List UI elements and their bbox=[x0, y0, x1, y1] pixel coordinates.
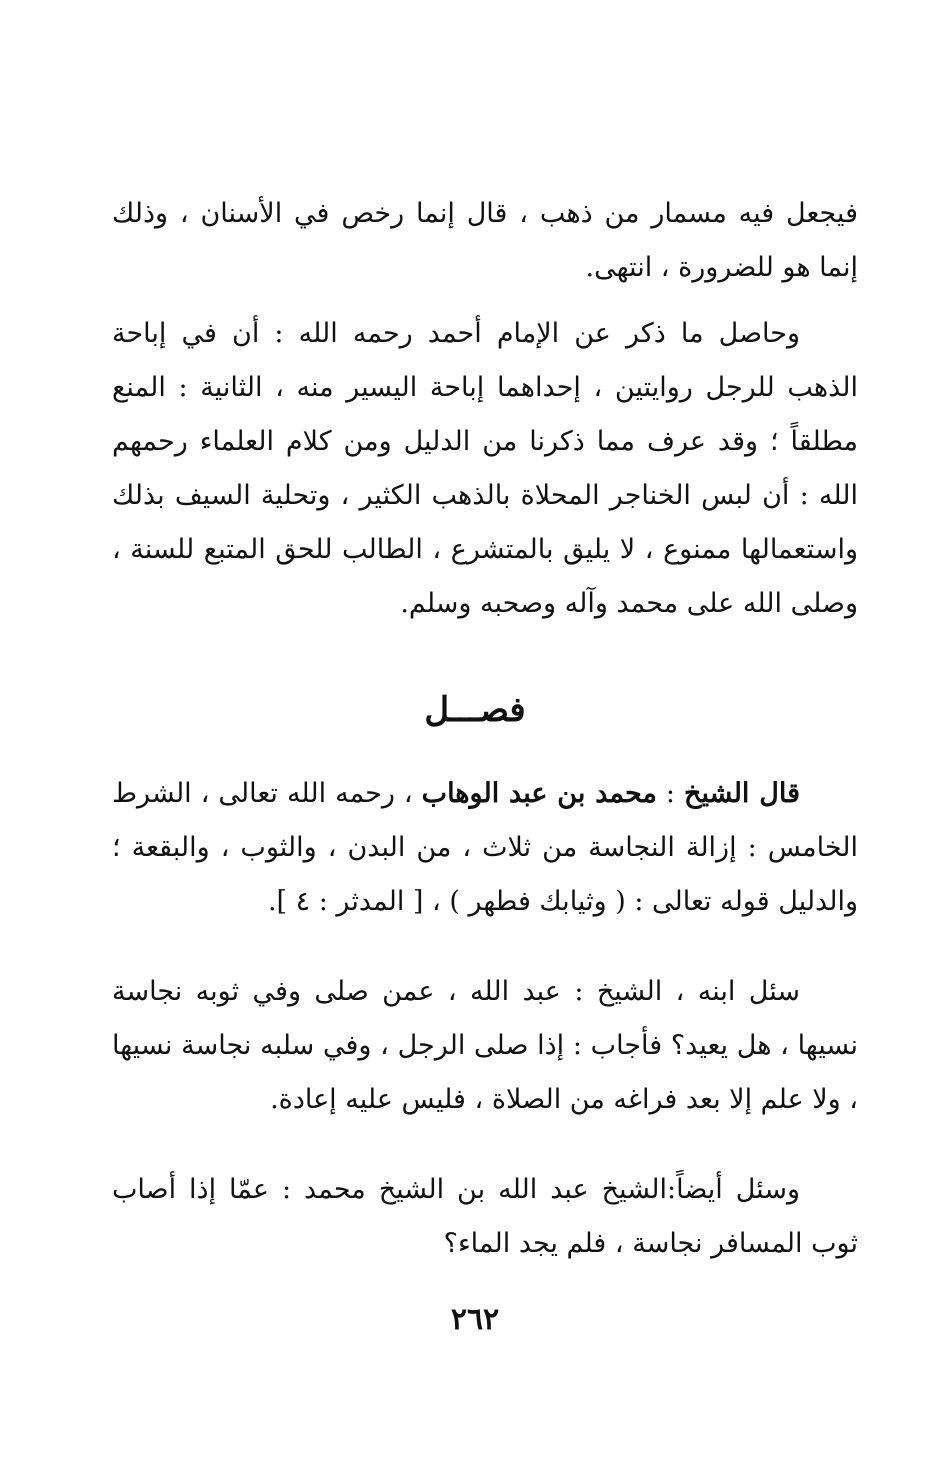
paragraph-text: فيجعل فيه مسمار من ذهب ، قال إنما رخص في الأسنان ، وذلك إنما هو للضرورة ، انتهى. bbox=[112, 198, 858, 283]
paragraph-imam-ahmad-summary bbox=[112, 307, 858, 631]
separator: : bbox=[656, 778, 685, 809]
paragraph-body: ، رحمه الله تعالى ، الشرط الخامس : إزالة النجاسة من ثلاث ، من البدن ، والثوب ، والبقعة ؛ والدليل قوله تعالى : ( وثيابك فطهر ) ، [ المدثر : ٤ ]. bbox=[112, 778, 858, 917]
paragraph-continuation bbox=[112, 187, 858, 295]
paragraph-text bbox=[112, 767, 858, 929]
paragraph-question-traveler bbox=[112, 1163, 858, 1271]
speaker-label: قال الشيخ bbox=[684, 778, 801, 809]
paragraph-text: وسئل أيضاً:الشيخ عبد الله بن الشيخ محمد : عمّا إذا أصاب ثوب المسافر نجاسة ، فلم يجد الماء؟ bbox=[112, 1174, 858, 1259]
section-heading: فصـــل bbox=[424, 690, 526, 730]
paragraph-text: سئل ابنه ، الشيخ : عبد الله ، عمن صلى وفي ثوبه نجاسة نسيها ، هل يعيد؟ فأجاب : إذا صلى الرجل ، وفي سلبه نجاسة نسيها ، ولا علم إلا بعد فراغه من الصلاة ، فليس عليه إعادة. bbox=[112, 976, 858, 1115]
paragraph-question-son bbox=[112, 965, 858, 1127]
paragraph-fifth-condition bbox=[112, 767, 858, 929]
scholar-name: محمد بن عبد الوهاب bbox=[421, 778, 657, 809]
page-number: ٢٦٢ bbox=[450, 1302, 500, 1337]
paragraph-text: وحاصل ما ذكر عن الإمام أحمد رحمه الله : أن في إباحة الذهب للرجل روايتين ، إحداهما إباحة اليسير منه ، الثانية : المنع مطلقاً ؛ وقد عرف مما ذكرنا من الدليل ومن كلام العلماء رحمهم الله : أن لبس الخناجر المحلاة بالذهب الكثير ، وتحلية السيف بذلك واستعمالها ممنوع ، لا يليق بالمتشرع ، الطالب للحق المتبع للسنة ، وصلى الله على محمد وآله وصحبه وسلم. bbox=[112, 318, 858, 619]
